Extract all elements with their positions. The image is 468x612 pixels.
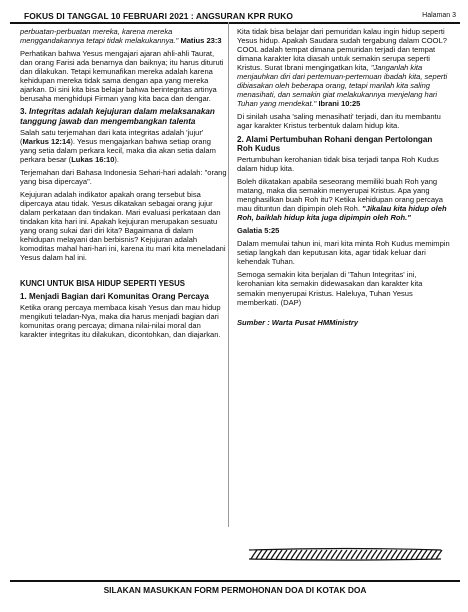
page-footer: SILAKAN MASUKKAN FORM PERMOHONAN DOA DI KOTAK DOA — [10, 580, 460, 602]
right-column — [237, 27, 450, 331]
paragraph-indicator: Kejujuran adalah indikator apakah orang tersebut bisa dipercaya atau tidak. Yesus dikatakan sebagai orang jujur dalam perkataan dan tindakan. Mari evaluasi perkataan dan tindakan kita hari ini. Apakah kejujuran merupakan sesuatu yang orang sukai dari diri kita? Bagaimana di dalam kehidupan melayani dan berbisnis? Kejujuran adalah komoditas mahal hari-hari ini, karena itu mari kita meneladani Yesus dalam hal ini. — [20, 190, 226, 263]
quote-galatia: "Jikalau kita hidup oleh Roh, baiklah hidup kita juga dipimpin oleh Roh." — [237, 204, 447, 223]
paragraph-community: Ketika orang percaya membaca kisah Yesus dan mau hidup mengikuti teladan-Nya, maka dia harus menjadi bagian dari komunitas orang percaya; dimana nilai-nilai moral dan karakter integritas itu dilakukan, dicontohkan, dan diajarkan. — [20, 302, 221, 339]
quote-ibrani-ref: Ibrani 10:25 — [318, 99, 361, 109]
ref-lukas: Lukas 16:10 — [71, 154, 115, 164]
paragraph-cool — [237, 27, 450, 108]
section-1-title: 1. Menjadi Bagian dari Komunitas Orang Percaya — [20, 291, 209, 301]
section-3-heading — [20, 107, 228, 125]
spacer — [237, 311, 450, 318]
quote-ibrani: "Janganlah kita menjauhkan diri dari pertemuan-pertemuan ibadah kita, seperti dibiasakan oleh beberapa orang, tetapi marilah kita saling menasihati, dan semakin giat melakukannya menjelang hari Tuhan yang mendekat." — [237, 63, 448, 109]
rope-edge-bottom — [249, 559, 441, 560]
quote-matius-text: perbuatan-perbuatan mereka, karena mereka menggandakannya tetapi tidak melakukannya." — [20, 27, 179, 46]
paragraph-honesty-b: ). Yesus mengajarkan bahwa setiap orang yang setia dalam perkara kecil, maka dia akan setia dalam perkara besar ( — [20, 136, 216, 164]
section-3-number: 3. — [20, 107, 27, 117]
column-divider — [228, 22, 229, 527]
paragraph-honesty — [20, 128, 228, 164]
rope-strands — [249, 549, 442, 561]
paragraph-fruit — [237, 177, 450, 222]
left-column — [20, 27, 228, 343]
page-number: Halaman 3 — [422, 12, 456, 19]
paragraph-growth: Pertumbuhan kerohanian tidak bisa terjadi tanpa Roh Kudus dalam hidup kita. — [237, 154, 439, 173]
source-credit: Sumber : Warta Pusat HMMinistry — [237, 317, 359, 327]
page-header — [10, 8, 460, 24]
paragraph-blessing: Semoga semakin kita berjalan di 'Tahun Integritas' ini, kerohanian kita semakin didewasakan dan karakter kita semakin menyerupai Kristus. Haleluya, Tuhan Yesus memberkati. (DAP) — [237, 270, 423, 307]
paragraph-bis: Terjemahan dari Bahasa Indonesia Sehari-hari adalah: "orang yang bisa dipercaya". — [20, 167, 227, 187]
rope-ornament — [247, 544, 443, 564]
spacer — [20, 266, 228, 273]
paragraph-advise: Di sinilah usaha 'saling menasihati' terjadi, dan itu membantu agar karakter Kristus terbentuk dalam hidup kita. — [237, 112, 441, 131]
section-2-title: 2. Alami Pertumbuhan Rohani dengan Pertolongan Roh Kudus — [237, 134, 433, 153]
ref-markus: Markus 12:14 — [22, 136, 71, 146]
quote-matius — [20, 27, 228, 45]
paragraph-hypocrisy: Perhatikan bahwa Yesus mengajari ajaran ahli-ahli Taurat, dan orang Farisi ada benarnya dan baiknya; itu harus dituruti dan dilakukan. Tetapi kemunafikan mereka adalah karena kehidupan mereka tidak sama dengan apa yang mereka ajarkan. Di sini kita bisa belajar bahwa berintegritas artinya berusaha menghidupi Firman yang kita baca dan dengar. — [20, 49, 224, 104]
paragraph-new-year: Dalam memulai tahun ini, mari kita minta Roh Kudus memimpin setiap langkah dan keputusan kita, agar tidak keluar dari kehendak Tuhan. — [237, 239, 450, 267]
paragraph-honesty-c: ). — [114, 154, 120, 164]
paragraph-cool-text: Kita tidak bisa belajar dari pemuridan kalau ingin hidup seperti Yesus hidup. Apakah Saudara sudah tergabung dalam COOL? COOL adalah tempat dimana pemuridan terjadi dan tempat dimana karakter kita diasah untuk semakin serupa seperti Kristus. Surat Ibrani mengingatkan kita, — [237, 27, 447, 73]
paragraph-fruit-text: Boleh dikatakan apabila seseorang memiliki buah Roh yang matang, maka dia semakin menyerupai Kristus. Apa yang menghasilkan buah Roh itu? Ketika kehidupan orang percaya mau dituntun dan dipimpin oleh Roh. — [237, 177, 444, 214]
header-title: FOKUS DI TANGGAL 10 FEBRUARI 2021 : ANGSURAN KPR RUKO — [24, 11, 293, 21]
section-3-title: Integritas adalah kejujuran dalam melaksanakan tanggung jawab dan mengembangkan talenta — [20, 107, 215, 126]
rope-edge-top — [249, 549, 441, 551]
kunci-heading: KUNCI UNTUK BISA HIDUP SEPERTI YESUS — [20, 279, 185, 289]
rope-twist — [436, 550, 442, 559]
paragraph-honesty-a: Salah satu terjemahan dari kata integritas adalah 'jujur' ( — [20, 127, 204, 146]
quote-galatia-ref: Galatia 5:25 — [237, 226, 280, 236]
quote-matius-ref: Matius 23:3 — [180, 36, 222, 46]
